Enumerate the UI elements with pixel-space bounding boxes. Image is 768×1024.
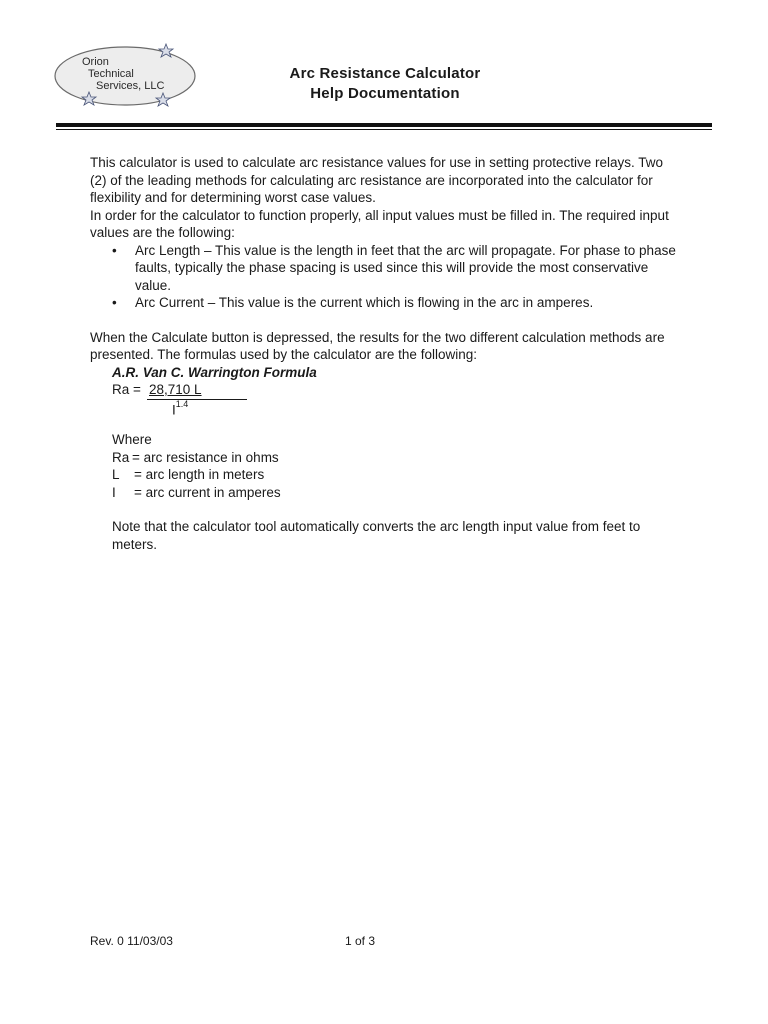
definitions-list: [112, 449, 680, 502]
results-paragraph: When the Calculate button is depressed, the results for the two different calculation methods are presented. The formulas used by the calculator are the following:: [90, 329, 665, 362]
document-subtitle: Help Documentation: [310, 85, 460, 102]
fraction-bar: [147, 399, 247, 400]
document-body: [90, 154, 680, 553]
definition-row: [112, 484, 680, 502]
inputs-paragraph: In order for the calculator to function properly, all input values must be filled in. The required input values are the following:: [90, 207, 669, 240]
conversion-note: Note that the calculator tool automatically converts the arc length input value from feet to meters.: [112, 519, 641, 552]
list-item-arc-current: • Arc Current – This value is the current which is flowing in the arc in amperes.: [112, 294, 680, 312]
equation-lhs: Ra =: [112, 382, 141, 397]
formula-section: [112, 364, 680, 554]
definition-symbol: I: [112, 484, 116, 500]
input-list: [90, 242, 680, 312]
document-header: [230, 64, 540, 104]
where-label: Where: [112, 432, 152, 447]
denominator-base: I: [172, 402, 176, 418]
list-item-arc-length: • Arc Length – This value is the length in feet that the arc will propagate. For phase to phase faults, typically the phase spacing is used since this will provide the most conservative value.: [112, 242, 680, 295]
definition-symbol: L: [112, 467, 120, 482]
header-rule-thin: [56, 129, 712, 130]
definition-text: = arc resistance in ohms: [132, 449, 279, 465]
logo-line-3: Services, LLC: [96, 80, 165, 92]
warrington-equation: [112, 381, 680, 419]
equation-denominator: [172, 398, 188, 419]
footer-revision: Rev. 0 11/03/03: [90, 934, 173, 948]
definition-text: = arc current in amperes: [134, 484, 281, 500]
definition-row: [112, 449, 680, 467]
logo-line-2: Technical: [88, 68, 134, 80]
header-rule-thick: [56, 123, 712, 127]
definition-row: [112, 466, 680, 484]
denominator-exponent: 1.4: [175, 399, 189, 409]
logo-line-1: Orion: [82, 56, 109, 68]
formula-heading: A.R. Van C. Warrington Formula: [112, 364, 317, 380]
definition-symbol: Ra: [112, 449, 130, 465]
equation-numerator: 28,710 L: [149, 382, 202, 397]
document-title: Arc Resistance Calculator: [289, 65, 481, 82]
company-logo: [52, 40, 202, 110]
footer-page-number: 1 of 3: [345, 934, 376, 948]
definition-text: = arc length in meters: [134, 467, 265, 482]
intro-paragraph: This calculator is used to calculate arc resistance values for use in setting protective relays. Two (2) of the leading methods for calculating arc resistance are incorporated into the calculator for flexibility and for determining worst case values.: [90, 155, 664, 205]
